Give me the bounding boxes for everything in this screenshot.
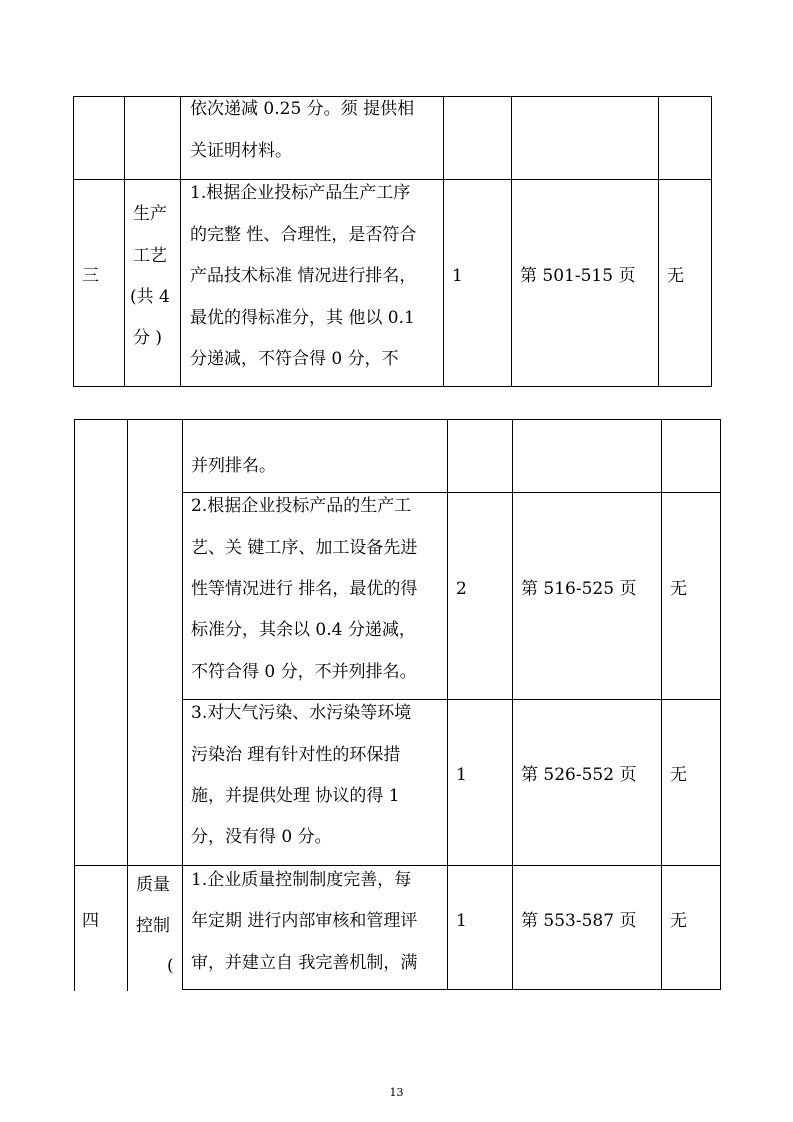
table-border [182, 419, 183, 990]
score-value: 2 [456, 579, 467, 599]
page-range: 第 501-515 页 [520, 266, 636, 286]
page-range: 第 553-587 页 [521, 911, 637, 931]
criteria-line: 1.企业质量控制制度完善，每 [191, 870, 412, 890]
criteria-line: 性等情况进行 排名，最优的得 [191, 579, 418, 599]
table-border [73, 386, 712, 387]
score-value: 1 [452, 266, 463, 286]
row-number: 三 [82, 266, 99, 286]
criteria-line: 2.根据企业投标产品的生产工 [191, 496, 412, 516]
table-border [182, 989, 721, 990]
page-range: 第 526-552 页 [521, 765, 637, 785]
table-border [512, 419, 513, 990]
criteria-line: 审，并建立自 我完善机制，满 [191, 953, 418, 973]
category-line: ( [167, 956, 174, 976]
criteria-line: 标准分，其余以 0.4 分递减， [191, 620, 416, 640]
category-line: 工艺 [133, 246, 167, 266]
criteria-line: 1.根据企业投标产品生产工序 [190, 183, 411, 203]
category-line: 分 ) [133, 328, 163, 348]
criteria-line: 最优的得标准分，其 他以 0.1 [190, 308, 415, 328]
remark: 无 [667, 266, 684, 286]
table-border [124, 96, 125, 387]
category-line: 生产 [133, 204, 167, 224]
table-border [74, 419, 75, 991]
page-range: 第 516-525 页 [521, 579, 637, 599]
criteria-line: 产品技术标准 情况进行排名， [190, 266, 417, 286]
criteria-line: 3.对大气污染、水污染等环境 [191, 703, 412, 723]
table-border [511, 96, 512, 387]
criteria-line: 依次递减 0.25 分。须 提供相 [190, 99, 415, 119]
category-line: 控制 [136, 916, 170, 936]
table-border [127, 419, 128, 991]
table-border [661, 419, 662, 990]
table-border [443, 96, 444, 387]
table-border [74, 419, 721, 420]
criteria-line: 并列排名。 [191, 456, 276, 476]
row-number: 四 [82, 911, 99, 931]
criteria-line: 年定期 进行内部审核和管理评 [191, 911, 418, 931]
criteria-line: 的完整 性、合理性，是否符合 [190, 225, 417, 245]
table-border [711, 96, 712, 387]
criteria-line: 分，没有得 0 分。 [191, 827, 332, 847]
criteria-line: 艺、关 键工序、加工设备先进 [191, 538, 418, 558]
remark: 无 [670, 765, 687, 785]
category-line: (共 4 [130, 287, 170, 307]
score-value: 1 [456, 911, 467, 931]
criteria-line: 不符合得 0 分，不并列排名。 [191, 662, 417, 682]
table-border [180, 96, 181, 387]
score-value: 1 [456, 765, 467, 785]
criteria-line: 污染治 理有针对性的环保措 [191, 745, 401, 765]
remark: 无 [670, 579, 687, 599]
category-line: 质量 [136, 875, 170, 895]
table-border [447, 419, 448, 990]
table-border [658, 96, 659, 387]
page-number: 13 [389, 1086, 404, 1099]
criteria-line: 关证明材料。 [190, 141, 292, 161]
table-border [720, 419, 721, 990]
criteria-line: 分递减，不符合得 0 分，不 [190, 349, 399, 369]
table-border [73, 96, 74, 387]
criteria-line: 施，并提供处理 协议的得 1 [191, 786, 400, 806]
remark: 无 [670, 911, 687, 931]
